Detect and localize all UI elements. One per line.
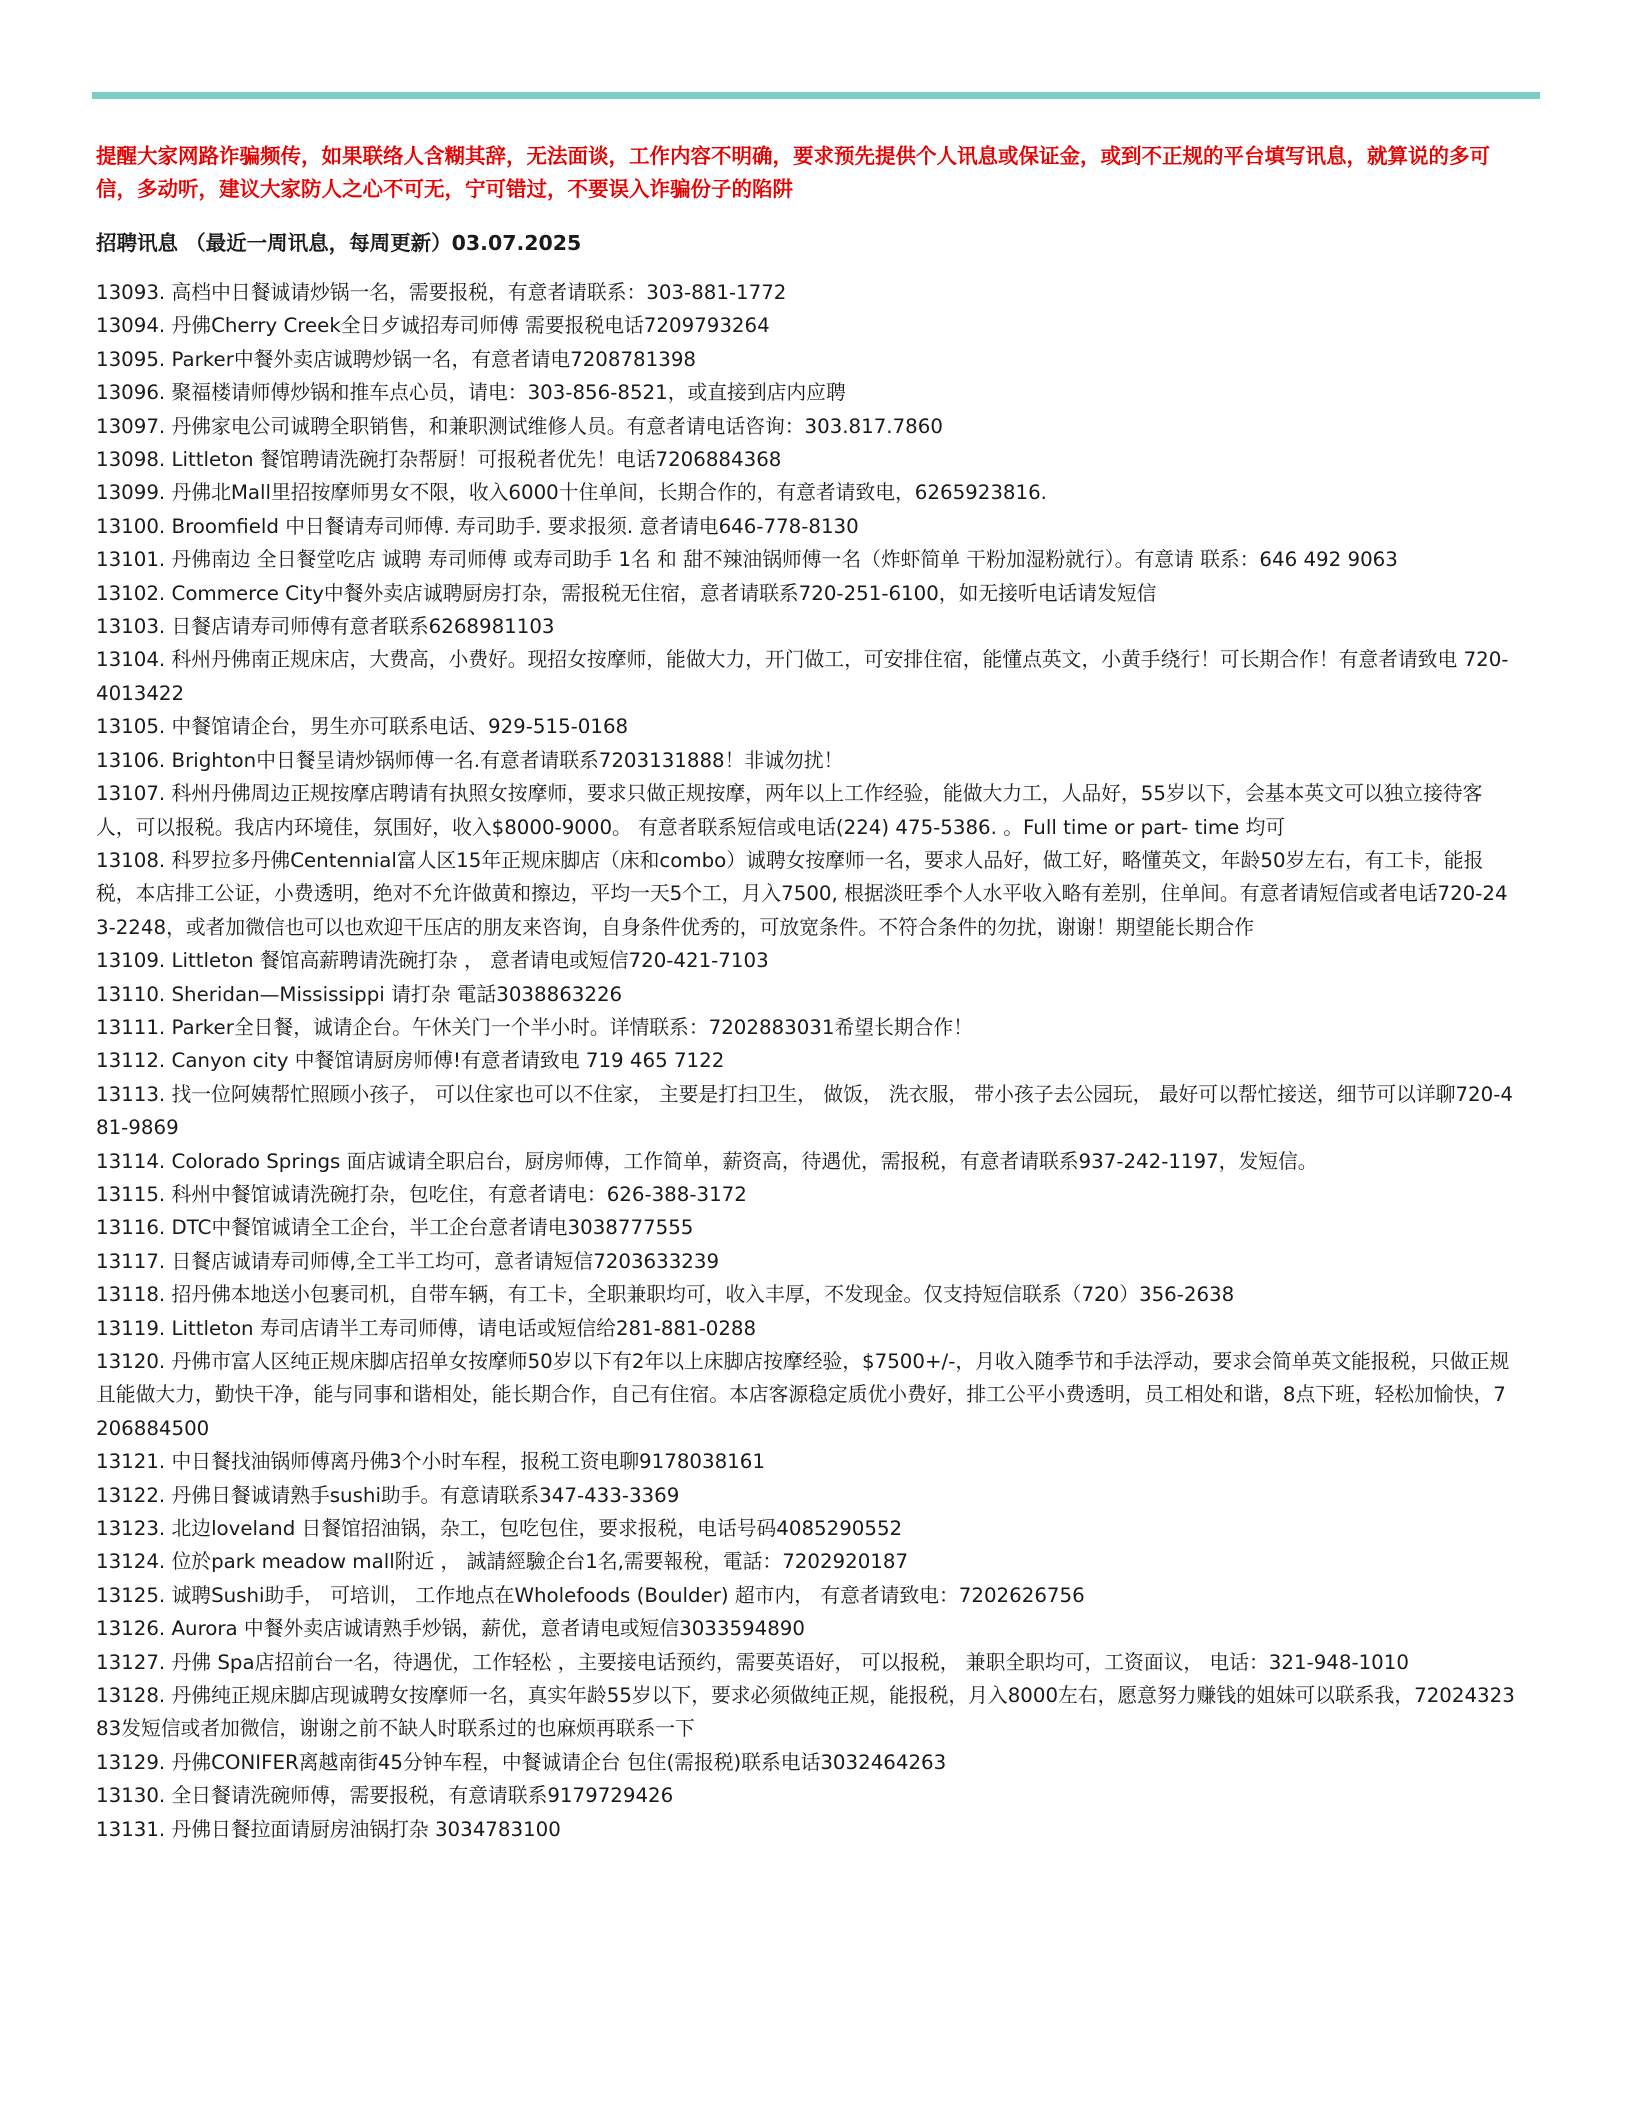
job-listing-item: 13100. Broomfield 中日餐请寿司师傅. 寿司助手. 要求报须. 意者请电646-778-8130 [96, 514, 859, 538]
job-listing-item: 13118. 招丹佛本地送小包裹司机，自带车辆，有工卡，全职兼职均可，收入丰厚，不发现金。仅支持短信联系（720）356-2638 [96, 1283, 1235, 1307]
job-listing-item: 13119. Littleton 寿司店请半工寿司师傅，请电话或短信给281-881-0288 [96, 1316, 757, 1340]
job-listing-item: 13127. 丹佛 Spa店招前台一名，待遇优，工作轻松 ，主要接电话预约，需要英语好， 可以报税， 兼职全职均可，工资面议， 电话：321-948-1010 [96, 1650, 1409, 1674]
section-heading: 招聘讯息 （最近一周讯息，每周更新）03.07.2025 [96, 231, 582, 255]
job-listing-item: 13113. 找一位阿姨帮忙照顾小孩子， 可以住家也可以不住家， 主要是打扫卫生， 做饭， 洗衣服， 带小孩子去公园玩， 最好可以帮忙接送，细节可以详聊720-481-9869 [96, 1082, 1513, 1140]
job-listing-item: 13126. Aurora 中餐外卖店诚请熟手炒锅，薪优，意者请电或短信3033594890 [96, 1617, 805, 1641]
job-listing-item: 13097. 丹佛家电公司诚聘全职销售，和兼职测试维修人员。有意者请电话咨询：303.817.7860 [96, 414, 943, 438]
job-listing-item: 13128. 丹佛纯正规床脚店现诚聘女按摩师一名，真实年龄55岁以下，要求必须做纯正规，能报税，月入8000左右，愿意努力赚钱的姐妹可以联系我，7202432383发短信或者加微信，谢谢之前不缺人时联系过的也麻烦再联系一下 [96, 1684, 1515, 1741]
job-listing-item: 13112. Canyon city 中餐馆请厨房师傅!有意者请致电 719 465 7122 [96, 1049, 725, 1073]
job-listing-item: 13111. Parker全日餐，诚请企台。午休关门一个半小时。详情联系：7202883031希望长期合作！ [96, 1015, 973, 1039]
job-listing-item: 13102. Commerce City中餐外卖店诚聘厨房打杂，需报税无住宿，意者请联系720-251-6100，如无接听电话请发短信 [96, 581, 1157, 605]
job-listing-item: 13116. DTC中餐馆诚请全工企台，半工企台意者请电3038777555 [96, 1216, 694, 1240]
job-listing-item: 13117. 日餐店诚请寿司师傅,全工半工均可，意者请短信7203633239 [96, 1249, 720, 1273]
job-listing-item: 13105. 中餐馆请企台，男生亦可联系电话、929-515-0168 [96, 715, 629, 739]
job-listing-item: 13094. 丹佛Cherry Creek全日歺诚招寿司师傅 需要报税电话7209793264 [96, 314, 770, 338]
job-listing-item: 13124. 位於park meadow mall附近 ， 誠請經驗企台1名,需要報稅，電話：7202920187 [96, 1550, 909, 1574]
job-listing-item: 13122. 丹佛日餐诚请熟手sushi助手。有意请联系347-433-3369 [96, 1483, 680, 1507]
job-listing-item: 13104. 科州丹佛南正规床店，大费高，小费好。现招女按摩师，能做大力，开门做工，可安排住宿，能懂点英文，小黄手绕行！可长期合作！有意者请致电 720-4013422 [96, 648, 1509, 705]
job-listing-item: 13093. 高档中日餐诚请炒锅一名，需要报税，有意者请联系：303-881-1772 [96, 281, 787, 304]
job-listing-item: 13107. 科州丹佛周边正规按摩店聘请有执照女按摩师，要求只做正规按摩，两年以上工作经验，能做大力工，人品好，55岁以下，会基本英文可以独立接待客人，可以报税。我店内环境佳，氛围好，收入$8000-9000。 有意者联系短信或电话(224) 475-5386. 。Full time or part- time 均可 [96, 782, 1483, 839]
job-listing-item: 13108. 科罗拉多丹佛Centennial富人区15年正规床脚店（床和combo）诚聘女按摩师一名，要求人品好，做工好，略懂英文，年龄50岁左右，有工卡，能报税，本店排工公证，小费透明，绝对不允许做黄和擦边，平均一天5个工，月入7500, 根据淡旺季个人水平收入略有差别，住单间。有意者请短信或者电话720-243-2248，或者加微信也可以也欢迎干压店的朋友来咨询，自身条件优秀的，可放宽条件。不符合条件的勿扰，谢谢！期望能长期合作 [96, 848, 1508, 939]
top-divider [92, 92, 1540, 99]
job-listing-item: 13129. 丹佛CONIFER离越南街45分钟车程，中餐诚请企台 包住(需报税)联系电话3032464263 [96, 1750, 947, 1774]
job-listing-item: 13121. 中日餐找油锅师傅离丹佛3个小时车程，报税工资电聊9178038161 [96, 1450, 765, 1474]
job-listing-item: 13096. 聚福楼请师傅炒锅和推车点心员，请电：303-856-8521，或直接到店内应聘 [96, 381, 846, 405]
job-listing-item: 13098. Littleton 餐馆聘请洗碗打杂帮厨！可报税者优先！电话7206884368 [96, 448, 782, 472]
page-content [96, 140, 1516, 1846]
job-listing-item: 13095. Parker中餐外卖店诚聘炒锅一名，有意者请电7208781398 [96, 347, 696, 371]
job-listing-item: 13131. 丹佛日餐拉面请厨房油锅打杂 3034783100 [96, 1817, 561, 1841]
job-listing-item: 13109. Littleton 餐馆高薪聘请洗碗打杂 ， 意者请电或短信720-421-7103 [96, 949, 769, 973]
job-listing-item: 13130. 全日餐请洗碗师傅，需要报税，有意请联系9179729426 [96, 1784, 674, 1808]
job-listing-item: 13125. 诚聘Sushi助手， 可培训， 工作地点在Wholefoods (Boulder) 超市内， 有意者请致电：7202626756 [96, 1583, 1085, 1607]
job-listing-item: 13115. 科州中餐馆诚请洗碗打杂，包吃住，有意者请电：626-388-3172 [96, 1182, 747, 1206]
job-listing-item: 13099. 丹佛北Mall里招按摩师男女不限，收入6000十住单间，长期合作的，有意者请致电，6265923816. [96, 481, 1047, 505]
job-listing-item: 13106. Brighton中日餐呈请炒锅师傅一名.有意者请联系7203131888！非诚勿扰！ [96, 748, 844, 772]
job-listing-item: 13120. 丹佛市富人区纯正规床脚店招单女按摩师50岁以下有2年以上床脚店按摩经验，$7500+/-，月收入随季节和手法浮动，要求会简单英文能报税，只做正规且能做大力，勤快干净，能与同事和谐相处，能长期合作，自己有住宿。本店客源稳定质优小费好，排工公平小费透明，员工相处和谐，8点下班，轻松加愉快，7206884500 [96, 1350, 1510, 1440]
job-listing-item: 13110. Sheridan—Mississippi 请打杂 電話3038863226 [96, 982, 623, 1006]
job-listing-item: 13123. 北边loveland 日餐馆招油锅，杂工，包吃包住，要求报税，电话号码4085290552 [96, 1517, 903, 1541]
job-listing-item: 13101. 丹佛南边 全日餐堂吃店 诚聘 寿司师傅 或寿司助手 1名 和 甜不辣油锅师傅一名（炸虾简单 干粉加湿粉就行）。有意请 联系：646 492 9063 [96, 548, 1398, 572]
job-listings [96, 276, 1516, 1846]
scam-warning: 提醒大家网路诈骗频传，如果联络人含糊其辞，无法面谈，工作内容不明确，要求预先提供个人讯息或保证金，或到不正规的平台填写讯息，就算说的多可信，多动听，建议大家防人之心不可无，宁可错过，不要误入诈骗份子的陷阱 [96, 144, 1490, 201]
job-listing-item: 13114. Colorado Springs 面店诚请全职启台，厨房师傅，工作简单，薪资高，待遇优，需报税，有意者请联系937-242-1197，发短信。 [96, 1149, 1318, 1173]
job-listing-item: 13103. 日餐店请寿司师傅有意者联系6268981103 [96, 615, 555, 639]
